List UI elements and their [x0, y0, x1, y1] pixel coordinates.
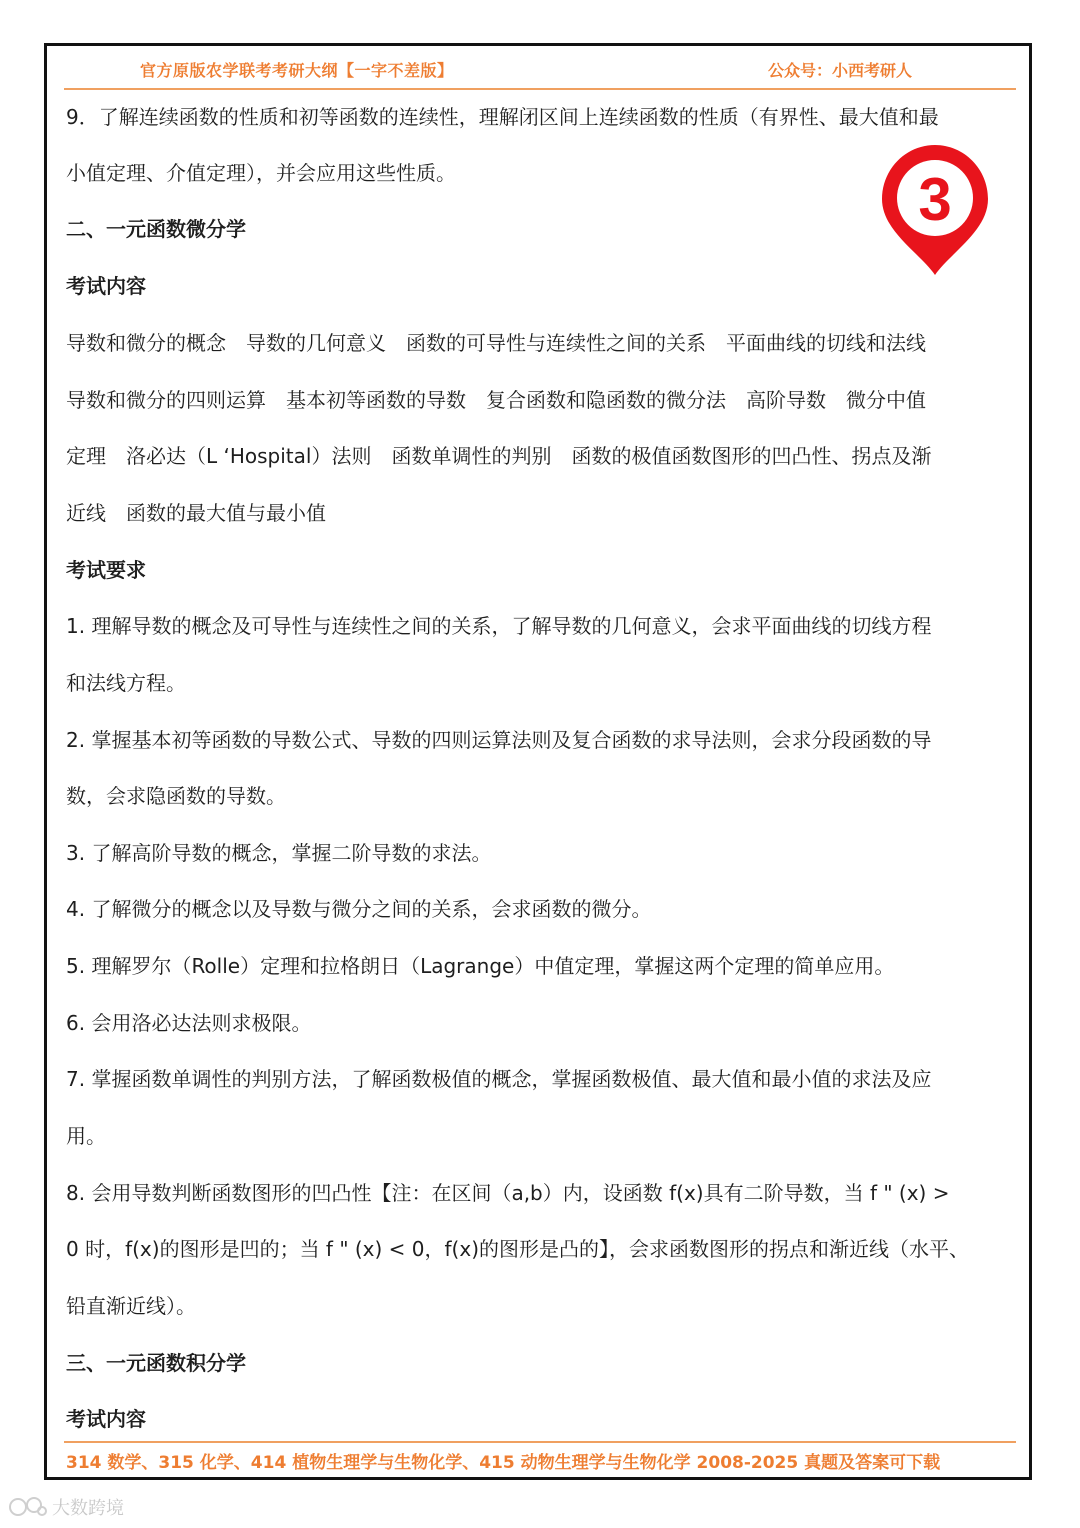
text-line: 和法线方程。 — [66, 671, 186, 695]
watermark — [8, 1494, 124, 1520]
marker-number: 3 — [918, 166, 952, 233]
map-pin-3-icon — [880, 143, 990, 277]
subheading: 考试内容 — [66, 274, 146, 298]
footer-divider — [64, 1441, 1016, 1443]
text-line: 铅直渐近线）。 — [66, 1294, 196, 1318]
text-line: 近线 函数的最大值与最小值 — [66, 501, 326, 525]
text-line: 用。 — [66, 1124, 106, 1148]
section-heading: 三、一元函数积分学 — [66, 1351, 246, 1375]
brand-logo-icon — [8, 1495, 48, 1519]
text-line: 5. 理解罗尔（Rolle）定理和拉格朗日（Lagrange）中值定理，掌握这两个定理的简单应用。 — [66, 954, 895, 978]
text-line: 小值定理、介值定理），并会应用这些性质。 — [66, 161, 456, 185]
text-line: 7. 掌握函数单调性的判别方法，了解函数极值的概念，掌握函数极值、最大值和最小值的求法及应 — [66, 1067, 932, 1091]
text-line: 数，会求隐函数的导数。 — [66, 784, 286, 808]
text-line: 4. 了解微分的概念以及导数与微分之间的关系，会求函数的微分。 — [66, 897, 652, 921]
text-line: 9．了解连续函数的性质和初等函数的连续性，理解闭区间上连续函数的性质（有界性、最大值和最 — [66, 105, 939, 129]
subheading: 考试内容 — [66, 1407, 146, 1431]
text-line: 0 时，f(x)的图形是凹的；当 f " (x) < 0，f(x)的图形是凸的】，会求函数图形的拐点和渐近线（水平、 — [66, 1237, 969, 1261]
text-line: 1. 理解导数的概念及可导性与连续性之间的关系，了解导数的几何意义，会求平面曲线的切线方程 — [66, 614, 932, 638]
text-line: 导数和微分的概念 导数的几何意义 函数的可导性与连续性之间的关系 平面曲线的切线和法线 — [66, 331, 926, 355]
header-title: 官方原版农学联考考研大纲【一字不差版】 — [140, 61, 454, 80]
text-line: 8. 会用导数判断函数图形的凹凸性【注：在区间（a,b）内，设函数 f(x)具有二阶导数，当 f " (x) > — [66, 1181, 950, 1205]
text-line: 3. 了解高阶导数的概念，掌握二阶导数的求法。 — [66, 841, 492, 865]
text-line: 导数和微分的四则运算 基本初等函数的导数 复合函数和隐函数的微分法 高阶导数 微分中值 — [66, 388, 926, 412]
page-footer: 314 数学、315 化学、414 植物生理学与生物化学、415 动物生理学与生物化学 2008-2025 真题及答案可下载 — [66, 1453, 941, 1473]
page-header — [64, 56, 1016, 90]
watermark-text: 大数跨境 — [52, 1498, 124, 1519]
header-account: 公众号：小西考研人 — [768, 61, 913, 80]
text-line: 定理 洛必达（L ‘Hospital）法则 函数单调性的判别 函数的极值函数图形的凹凸性、拐点及渐 — [66, 444, 932, 468]
section-heading: 二、一元函数微分学 — [66, 217, 246, 241]
text-line: 6. 会用洛必达法则求极限。 — [66, 1011, 312, 1035]
subheading: 考试要求 — [66, 558, 146, 582]
text-line: 2. 掌握基本初等函数的导数公式、导数的四则运算法则及复合函数的求导法则，会求分段函数的导 — [66, 728, 932, 752]
